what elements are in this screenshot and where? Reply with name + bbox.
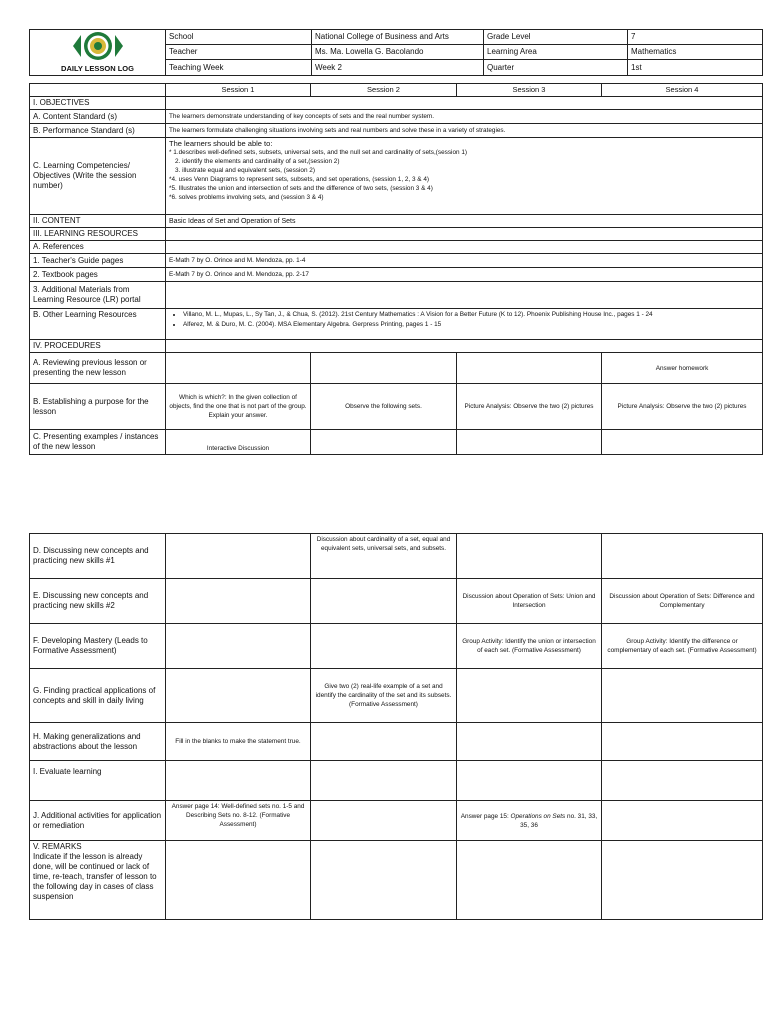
logo-cell xyxy=(30,30,166,76)
proc-e-s1 xyxy=(166,579,311,624)
remarks-s4 xyxy=(602,841,763,920)
grade-value: 7 xyxy=(628,30,763,45)
proc-c-label: C. Presenting examples / instances of the new lesson xyxy=(30,430,166,455)
week-value: Week 2 xyxy=(312,60,484,76)
teachers-guide-value: E-Math 7 by O. Orince and M. Mendoza, pp. 1-4 xyxy=(166,254,763,268)
school-value: National College of Business and Arts xyxy=(312,30,484,45)
procedures-blank xyxy=(166,340,763,353)
references-blank xyxy=(166,241,763,254)
proc-j-s2 xyxy=(311,801,457,841)
other-resource-item: • Villano, M. L., Mupas, L., Sy Tan, J., & Chua, S. (2012). 21st Century Mathematics : A Vision for a Better Future (K to 12). Phoenix Publishing House Inc., pages 1 - 24 xyxy=(183,310,759,319)
proc-a-s4: Answer homework xyxy=(602,353,763,384)
other-resource-item: • Alferez, M. & Duro, M. C. (2004). MSA Elementary Algebra. Gerpress Printing, pages 1 - 15 xyxy=(183,320,759,329)
proc-d-s3 xyxy=(457,534,602,579)
competency-line: * 1.describes well-defined sets, subsets, universal sets, and the null set and cardinality of sets,(session 1) xyxy=(169,149,468,156)
other-resources-label: B. Other Learning Resources xyxy=(30,309,166,340)
competencies-list xyxy=(166,138,763,215)
session-header-3: Session 3 xyxy=(457,84,602,97)
competency-line: *5. Illustrates the union and intersection of sets and the difference of two sets, (session 3 & 4) xyxy=(169,185,433,192)
remarks-note: Indicate if the lesson is already done, will be continued or lack of time, re-teach, transfer of lesson to the following day in cases of class suspension xyxy=(33,852,157,901)
session-header-4: Session 4 xyxy=(602,84,763,97)
proc-g-s4 xyxy=(602,669,763,723)
quarter-value: 1st xyxy=(628,60,763,76)
proc-f-label: F. Developing Mastery (Leads to Formative Assessment) xyxy=(30,624,166,669)
competency-line: *4. uses Venn Diagrams to represent sets, subsets, and set operations, (session 1, 2, 3 & 4) xyxy=(169,176,430,183)
teacher-label: Teacher xyxy=(166,45,312,60)
proc-j-s3 xyxy=(457,801,602,841)
resources-heading: III. LEARNING RESOURCES xyxy=(30,228,166,241)
teachers-guide-label: 1. Teacher's Guide pages xyxy=(30,254,166,268)
content-standard-value: The learners demonstrate understanding of key concepts of sets and the real number system. xyxy=(166,110,763,124)
textbook-label: 2. Textbook pages xyxy=(30,268,166,282)
area-value: Mathematics xyxy=(628,45,763,60)
proc-g-s1 xyxy=(166,669,311,723)
proc-j-label: J. Additional activities for application or remediation xyxy=(30,801,166,841)
proc-e-s2 xyxy=(311,579,457,624)
grade-label: Grade Level xyxy=(484,30,628,45)
proc-e-label: E. Discussing new concepts and practicing new skills #2 xyxy=(30,579,166,624)
proc-b-label: B. Establishing a purpose for the lesson xyxy=(30,384,166,430)
competency-line: 2. identify the elements and cardinality of a set,(session 2) xyxy=(175,158,340,165)
quarter-label: Quarter xyxy=(484,60,628,76)
proc-i-s1 xyxy=(166,761,311,801)
main-table xyxy=(29,83,763,455)
proc-b-s3: Picture Analysis: Observe the two (2) pictures xyxy=(457,384,602,430)
content-heading: II. CONTENT xyxy=(30,215,166,228)
week-label: Teaching Week xyxy=(166,60,312,76)
textbook-value: E-Math 7 by O. Orince and M. Mendoza, pp. 2-17 xyxy=(166,268,763,282)
proc-h-label: H. Making generalizations and abstractions about the lesson xyxy=(30,723,166,761)
competency-line: 3. illustrate equal and equivalent sets, (session 2) xyxy=(175,167,315,174)
proc-h-s4 xyxy=(602,723,763,761)
proc-e-s4: Discussion about Operation of Sets: Difference and Complementary xyxy=(602,579,763,624)
proc-f-s4: Group Activity: Identify the difference or complementary of each set. (Formative Assessment) xyxy=(602,624,763,669)
session-header-empty xyxy=(30,84,166,97)
area-label: Learning Area xyxy=(484,45,628,60)
proc-e-s3: Discussion about Operation of Sets: Union and Intersection xyxy=(457,579,602,624)
proc-d-label: D. Discussing new concepts and practicing new skills #1 xyxy=(30,534,166,579)
proc-j-s1: Answer page 14: Well-defined sets no. 1-5 and Describing Sets no. 8-12. (Formative Assessment) xyxy=(166,801,311,841)
teacher-value: Ms. Ma. Lowella G. Bacolando xyxy=(312,45,484,60)
proc-c-s1: Interactive Discussion xyxy=(166,430,311,455)
proc-i-s3 xyxy=(457,761,602,801)
proc-g-s2: Give two (2) real-life example of a set and identify the cardinality of the set and its subsets. (Formative Assessment) xyxy=(311,669,457,723)
content-value: Basic Ideas of Set and Operation of Sets xyxy=(166,215,763,228)
proc-g-label: G. Finding practical applications of concepts and skill in daily living xyxy=(30,669,166,723)
school-seal-icon xyxy=(69,31,127,61)
remarks-s2 xyxy=(311,841,457,920)
remarks-s1 xyxy=(166,841,311,920)
proc-i-label: I. Evaluate learning xyxy=(30,761,166,801)
competencies-label: C. Learning Competencies/ Objectives (Write the session number) xyxy=(30,138,166,215)
proc-b-s4: Picture Analysis: Observe the two (2) pictures xyxy=(602,384,763,430)
proc-a-s2 xyxy=(311,353,457,384)
competency-line: The learners should be able to: xyxy=(169,139,273,148)
performance-standard-label: B. Performance Standard (s) xyxy=(30,124,166,138)
additional-materials-label: 3. Additional Materials from Learning Resource (LR) portal xyxy=(30,282,166,309)
proc-b-s2: Observe the following sets. xyxy=(311,384,457,430)
proc-d-s2: Discussion about cardinality of a set, equal and equivalent sets, universal sets, and subsets. xyxy=(311,534,457,579)
school-label: School xyxy=(166,30,312,45)
proc-d-s1 xyxy=(166,534,311,579)
proc-h-s2 xyxy=(311,723,457,761)
proc-h-s3 xyxy=(457,723,602,761)
proc-j-s3-italic: Operations on Sets xyxy=(510,812,566,820)
additional-materials-blank xyxy=(166,282,763,309)
remarks-heading: V. REMARKS xyxy=(33,842,82,851)
proc-a-s1 xyxy=(166,353,311,384)
proc-g-s3 xyxy=(457,669,602,723)
page2-table xyxy=(29,533,763,920)
proc-i-s4 xyxy=(602,761,763,801)
other-resources-list xyxy=(166,309,763,340)
remarks-s3 xyxy=(457,841,602,920)
proc-a-s3 xyxy=(457,353,602,384)
proc-f-s2 xyxy=(311,624,457,669)
proc-j-s3-suffix: no. 31, 33, 35, 36 xyxy=(520,812,598,829)
proc-j-s4 xyxy=(602,801,763,841)
session-header-1: Session 1 xyxy=(166,84,311,97)
log-title: DAILY LESSON LOG xyxy=(61,64,134,73)
proc-a-label: A. Reviewing previous lesson or presenting the new lesson xyxy=(30,353,166,384)
session-header-2: Session 2 xyxy=(311,84,457,97)
performance-standard-value: The learners formulate challenging situations involving sets and real numbers and solve these in a variety of strategies. xyxy=(166,124,763,138)
proc-c-s3 xyxy=(457,430,602,455)
competency-line: *6. solves problems involving sets, and (session 3 & 4) xyxy=(169,194,324,201)
remarks-cell xyxy=(30,841,166,920)
content-standard-label: A. Content Standard (s) xyxy=(30,110,166,124)
proc-f-s1 xyxy=(166,624,311,669)
proc-j-s3-prefix: Answer page 15: xyxy=(460,812,511,820)
proc-c-s4 xyxy=(602,430,763,455)
procedures-heading: IV. PROCEDURES xyxy=(30,340,166,353)
resources-blank xyxy=(166,228,763,241)
proc-h-s1: Fill in the blanks to make the statement true. xyxy=(166,723,311,761)
proc-i-s2 xyxy=(311,761,457,801)
proc-f-s3: Group Activity: Identify the union or intersection of each set. (Formative Assessment) xyxy=(457,624,602,669)
proc-b-s1: Which is which?: In the given collection of objects, find the one that is not part of the group. Explain your answer. xyxy=(166,384,311,430)
proc-d-s4 xyxy=(602,534,763,579)
proc-c-s2 xyxy=(311,430,457,455)
references-label: A. References xyxy=(30,241,166,254)
header-table xyxy=(29,29,763,76)
objectives-heading: I. OBJECTIVES xyxy=(30,97,166,110)
objectives-blank xyxy=(166,97,763,110)
